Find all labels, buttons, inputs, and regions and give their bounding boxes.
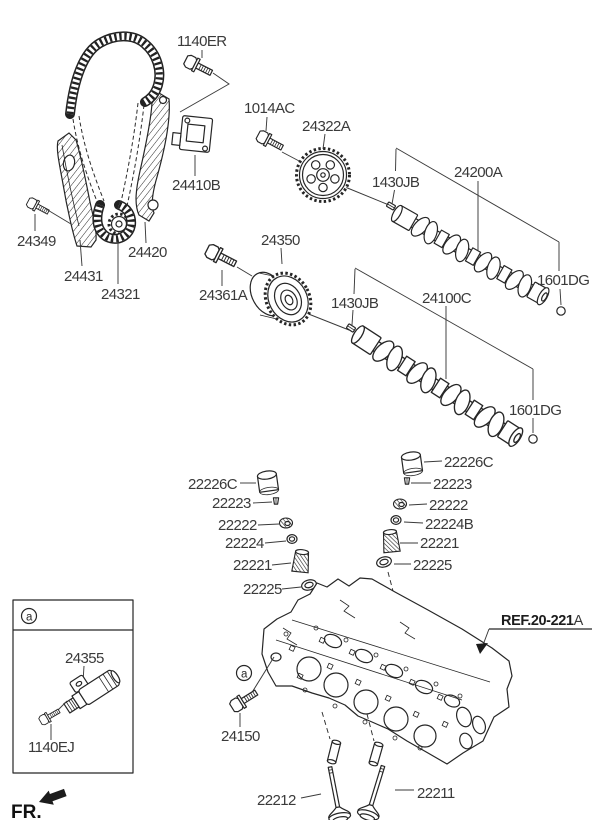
label-seat-left: 22225 bbox=[243, 581, 282, 598]
leader-1014AC bbox=[266, 117, 267, 131]
tappet-right bbox=[401, 451, 423, 477]
label-lock-left: 22223 bbox=[212, 495, 251, 512]
intake-cam-assembly bbox=[199, 232, 561, 451]
axis-24361A bbox=[237, 267, 252, 276]
timing-chain-assembly bbox=[17, 33, 229, 303]
label-seat-right: 22225 bbox=[413, 557, 452, 574]
label-seal-right: 22224B bbox=[425, 516, 474, 533]
chain-guide-left bbox=[57, 133, 96, 247]
cam-sprocket bbox=[297, 149, 350, 202]
label-tensioner-bolt: 1140ER bbox=[177, 33, 227, 50]
tappet-left bbox=[257, 470, 279, 496]
label-cam-sprocket-bolt: 1014AC bbox=[244, 100, 295, 117]
leader-24322A bbox=[323, 134, 325, 149]
oil-control-valve bbox=[56, 659, 123, 716]
leader-24420 bbox=[145, 222, 146, 243]
detail-marker-head: a bbox=[241, 668, 248, 681]
cylinder-head bbox=[221, 578, 592, 820]
stem-seal-right bbox=[391, 516, 401, 525]
label-valve-right: 22211 bbox=[417, 785, 455, 802]
bracket-cam1-b bbox=[392, 190, 395, 204]
label-ref: REF.20-221A bbox=[501, 613, 583, 629]
leader-22224-left bbox=[265, 541, 286, 543]
label-guide-bolt: 24349 bbox=[17, 233, 56, 250]
stem-seal-left bbox=[287, 535, 297, 544]
label-retainer-left: 22222 bbox=[218, 517, 257, 534]
leader-22226C-right bbox=[424, 461, 442, 462]
leader-22212 bbox=[301, 794, 321, 798]
label-spring-right: 22221 bbox=[420, 535, 459, 552]
label-key-intake: 1430JB bbox=[331, 295, 379, 312]
detail-inset bbox=[13, 600, 133, 773]
ocv-bolt bbox=[38, 706, 62, 726]
label-chain-guide-left: 24431 bbox=[64, 268, 103, 285]
tensioner-bolt bbox=[183, 54, 215, 79]
leader-22222-left bbox=[258, 524, 279, 525]
label-cam-plug-intake: 1601DG bbox=[509, 402, 562, 419]
valve-guide-left bbox=[327, 739, 341, 764]
valve-right bbox=[356, 763, 393, 820]
label-tappet-left: 22226C bbox=[188, 476, 237, 493]
spring-retainer-left bbox=[280, 518, 293, 528]
leader-22224B-right bbox=[404, 522, 423, 523]
label-head-bolt: 24150 bbox=[221, 728, 260, 745]
woodruff-key-intake bbox=[346, 324, 355, 333]
valve-left bbox=[319, 765, 351, 820]
guide-bolt bbox=[25, 196, 50, 217]
label-seal-left: 22224 bbox=[225, 535, 264, 552]
detail-marker-inset: a bbox=[26, 611, 33, 624]
valve-stack-right bbox=[375, 451, 493, 610]
retainer-lock-left bbox=[273, 498, 278, 504]
woodruff-key-exhaust bbox=[386, 202, 395, 210]
axis-24361A-2 bbox=[306, 313, 349, 330]
cam-sprocket-bolt bbox=[255, 129, 285, 153]
bracket-cam1-d bbox=[560, 289, 561, 305]
label-ocv-bolt: 1140EJ bbox=[28, 739, 75, 756]
front-indicator bbox=[11, 789, 67, 820]
valve-guide-right bbox=[369, 741, 384, 766]
cam-plug-intake bbox=[529, 435, 537, 443]
spring-retainer-right bbox=[394, 499, 407, 509]
spring-seat-right bbox=[375, 555, 392, 569]
cvvt-pulley bbox=[243, 265, 320, 333]
label-camshaft-exhaust: 24200A bbox=[454, 164, 503, 181]
label-camshaft-intake: 24100C bbox=[422, 290, 471, 307]
leader-1140ER-elbow bbox=[180, 73, 229, 112]
leader-22221-left bbox=[272, 563, 291, 565]
label-tensioner: 24410B bbox=[172, 177, 221, 194]
label-cvvt-pulley: 24350 bbox=[261, 232, 300, 249]
head-bolt bbox=[228, 687, 260, 714]
leader-22225-left bbox=[282, 587, 301, 589]
label-retainer-right: 22222 bbox=[429, 497, 468, 514]
label-timing-chain: 24321 bbox=[101, 286, 140, 303]
label-spring-left: 22221 bbox=[233, 557, 272, 574]
leader-24350 bbox=[281, 248, 282, 264]
valve-spring-right bbox=[382, 529, 401, 553]
label-key-exhaust: 1430JB bbox=[372, 174, 420, 191]
label-tappet-right: 22226C bbox=[444, 454, 493, 471]
cvvt-bolt bbox=[204, 243, 239, 271]
camshaft-intake bbox=[347, 321, 527, 452]
axis-valve-left bbox=[322, 712, 330, 739]
leader-22222-right bbox=[409, 504, 427, 505]
label-cam-plug-exhaust: 1601DG bbox=[537, 272, 590, 289]
label-cvvt-bolt: 24361A bbox=[199, 287, 248, 304]
cam-plug-exhaust bbox=[557, 307, 565, 315]
label-front: FR. bbox=[11, 802, 42, 820]
leader-22223-left bbox=[253, 502, 272, 503]
chain-strand-dashed bbox=[121, 103, 138, 202]
label-chain-guide-right: 24420 bbox=[128, 244, 167, 261]
label-valve-left: 22212 bbox=[257, 792, 296, 809]
chain-guide-right bbox=[136, 93, 169, 221]
leader-24349-d bbox=[46, 209, 71, 224]
bracket-cam2-a bbox=[354, 269, 355, 294]
label-cam-sprocket: 24322A bbox=[302, 118, 351, 135]
label-ocv: 24355 bbox=[65, 650, 104, 667]
retainer-lock-right bbox=[404, 478, 409, 484]
valve-spring-left bbox=[292, 549, 311, 573]
chain-tensioner bbox=[171, 115, 212, 153]
bracket-cam1-a bbox=[396, 149, 397, 171]
axis-1014AC bbox=[282, 152, 301, 162]
bracket-cam2-b bbox=[352, 310, 353, 325]
ref-arrow-line bbox=[483, 629, 489, 645]
label-lock-right: 22223 bbox=[433, 476, 472, 493]
front-arrow-icon bbox=[39, 789, 67, 805]
